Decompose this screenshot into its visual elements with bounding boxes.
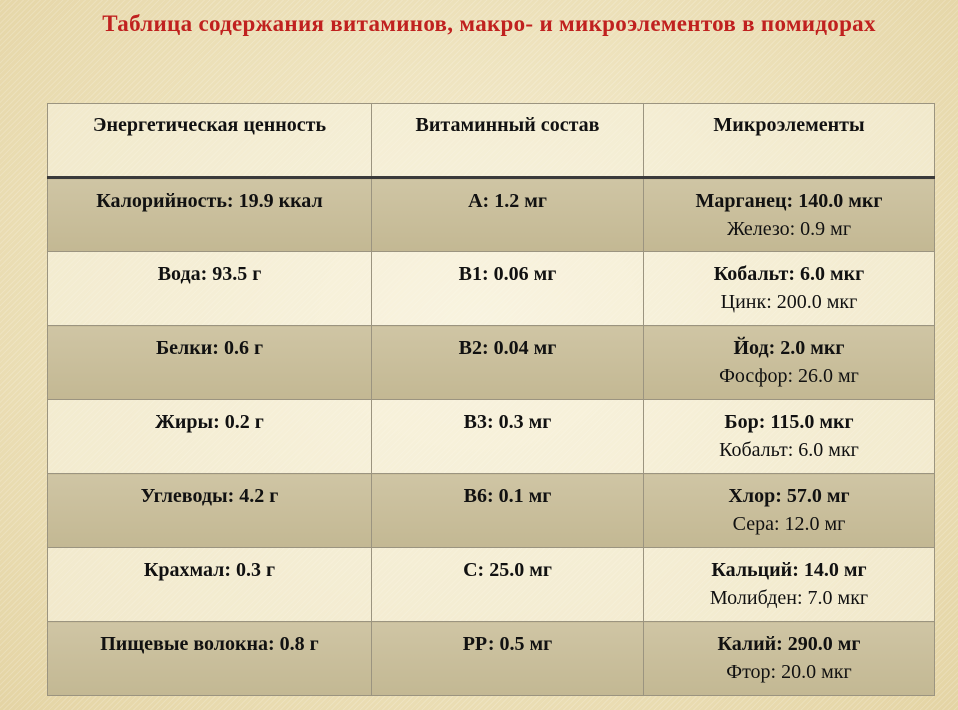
vitamin-cell — [372, 400, 644, 474]
table-row — [48, 400, 935, 474]
vitamin-value: В3: 0.3 мг — [463, 411, 552, 433]
micro-secondary: Фтор: 20.0 мкг — [726, 661, 852, 683]
table-header — [48, 104, 935, 178]
energy-value: Крахмал: 0.3 г — [143, 559, 276, 581]
energy-cell — [48, 548, 372, 622]
vitamin-cell — [372, 622, 644, 696]
table-row — [48, 474, 935, 548]
micro-primary: Кальций: 14.0 мг — [711, 559, 867, 581]
vitamin-value: В1: 0.06 мг — [458, 263, 557, 285]
vitamin-cell — [372, 326, 644, 400]
vitamin-cell — [372, 548, 644, 622]
micro-cell — [644, 326, 935, 400]
vitamin-cell — [372, 178, 644, 252]
energy-value: Жиры: 0.2 г — [155, 411, 264, 433]
slide-title: Таблица содержания витаминов, макро- и микроэлементов в помидорах — [102, 11, 876, 36]
energy-value: Калорийность: 19.9 ккал — [96, 190, 323, 212]
table-row — [48, 622, 935, 696]
vitamin-value: РР: 0.5 мг — [462, 633, 553, 655]
energy-cell — [48, 400, 372, 474]
micro-secondary: Цинк: 200.0 мкг — [720, 291, 858, 313]
vitamin-value: В6: 0.1 мг — [463, 485, 552, 507]
table-row — [48, 252, 935, 326]
micro-cell — [644, 474, 935, 548]
header-vitamins: Витаминный состав — [372, 104, 644, 178]
micro-secondary: Фосфор: 26.0 мг — [719, 365, 859, 387]
vitamin-cell — [372, 252, 644, 326]
micro-secondary: Кобальт: 6.0 мкг — [719, 439, 859, 461]
micro-primary: Кобальт: 6.0 мкг — [713, 263, 865, 285]
micro-primary: Йод: 2.0 мкг — [733, 337, 845, 359]
table-row — [48, 178, 935, 252]
energy-value: Вода: 93.5 г — [157, 263, 262, 285]
micro-cell — [644, 548, 935, 622]
micro-cell — [644, 178, 935, 252]
nutrition-table — [47, 103, 935, 696]
micro-primary: Калий: 290.0 мг — [717, 633, 861, 655]
energy-value: Белки: 0.6 г — [155, 337, 264, 359]
header-row — [48, 104, 935, 178]
energy-cell — [48, 178, 372, 252]
micro-primary: Бор: 115.0 мкг — [724, 411, 854, 433]
vitamin-value: В2: 0.04 мг — [458, 337, 557, 359]
energy-value: Углеводы: 4.2 г — [140, 485, 279, 507]
table-body — [48, 178, 935, 696]
micro-primary: Марганец: 140.0 мкг — [695, 190, 883, 212]
table-row — [48, 326, 935, 400]
micro-secondary: Сера: 12.0 мг — [732, 513, 846, 535]
header-microelements: Микроэлементы — [644, 104, 935, 178]
vitamin-value: С: 25.0 мг — [463, 559, 552, 581]
micro-cell — [644, 400, 935, 474]
vitamin-cell — [372, 474, 644, 548]
vitamin-value: А: 1.2 мг — [468, 190, 547, 212]
energy-value: Пищевые волокна: 0.8 г — [100, 633, 319, 655]
energy-cell — [48, 252, 372, 326]
micro-secondary: Молибден: 7.0 мкг — [709, 587, 869, 609]
micro-secondary: Железо: 0.9 мг — [726, 218, 852, 240]
header-energy: Энергетическая ценность — [48, 104, 372, 178]
micro-cell — [644, 252, 935, 326]
energy-cell — [48, 326, 372, 400]
energy-cell — [48, 474, 372, 548]
energy-cell — [48, 622, 372, 696]
table-row — [48, 548, 935, 622]
micro-cell — [644, 622, 935, 696]
micro-primary: Хлор: 57.0 мг — [728, 485, 850, 507]
